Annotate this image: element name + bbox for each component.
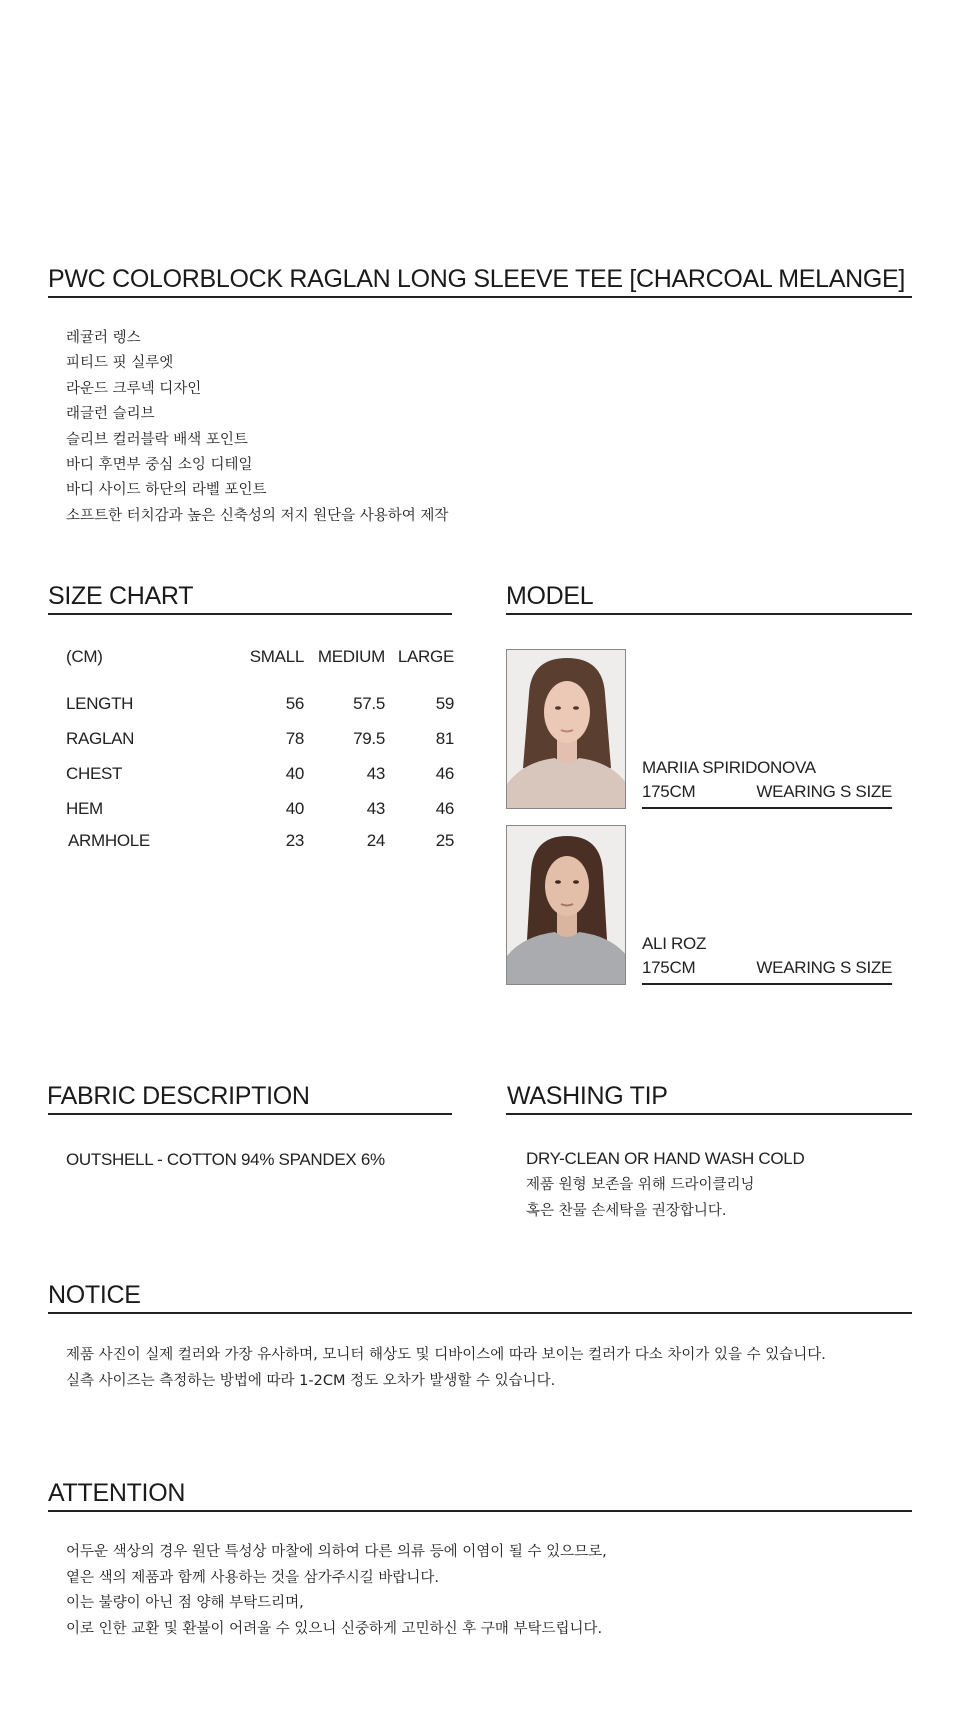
table-row [66, 791, 456, 826]
model-detail [642, 780, 892, 804]
notice-text [66, 1343, 826, 1394]
notice-heading: NOTICE [48, 1281, 141, 1309]
model-detail [642, 956, 892, 980]
cell-large: 46 [435, 799, 454, 818]
attention-line: 이로 인한 교환 및 환불이 어려울 수 있으니 신중하게 고민하신 후 구매 부탁드립니다. [66, 1620, 603, 1637]
model-portrait-1 [507, 650, 626, 809]
col-header-medium: MEDIUM [317, 647, 385, 666]
cell-large: 46 [435, 764, 454, 783]
model-height: 175CM [642, 958, 696, 977]
cell-small: 78 [285, 729, 304, 748]
washing-heading: WASHING TIP [507, 1082, 668, 1110]
feature-item: 라운드 크루넥 디자인 [66, 380, 202, 397]
feature-item: 바디 후면부 중심 소잉 디테일 [66, 456, 253, 473]
cell-medium: 24 [366, 831, 385, 850]
row-label: ARMHOLE [68, 831, 150, 850]
fabric-divider [48, 1113, 452, 1115]
model-info-divider [642, 983, 892, 985]
feature-item: 래글런 슬리브 [66, 406, 155, 423]
row-label: CHEST [66, 764, 123, 783]
cell-medium: 43 [366, 764, 385, 783]
cell-small: 23 [285, 831, 304, 850]
cell-small: 56 [285, 694, 304, 713]
attention-line: 어두운 색상의 경우 원단 특성상 마찰에 의하여 다른 의류 등에 이염이 될 수 있으므로, [66, 1544, 607, 1560]
model-name: ALI ROZ [642, 934, 707, 953]
fabric-composition: OUTSHELL - COTTON 94% SPANDEX 6% [66, 1150, 385, 1169]
cell-medium: 57.5 [353, 694, 385, 713]
cell-small: 40 [285, 764, 304, 783]
attention-divider [48, 1510, 912, 1512]
model-height: 175CM [642, 782, 696, 801]
washing-note-line: 혹은 찬물 손세탁을 권장합니다. [526, 1202, 727, 1219]
size-chart-divider [48, 613, 452, 615]
attention-line: 이는 불량이 아닌 점 양해 부탁드리며, [66, 1595, 304, 1611]
col-header-large: LARGE [397, 647, 454, 666]
size-chart-heading: SIZE CHART [48, 582, 194, 610]
cell-medium: 43 [366, 799, 385, 818]
row-label: RAGLAN [66, 729, 135, 748]
feature-item: 레귤러 렝스 [66, 330, 141, 346]
feature-item: 바디 사이드 하단의 라벨 포인트 [66, 482, 267, 499]
washing-instruction: DRY-CLEAN OR HAND WASH COLD [526, 1149, 805, 1168]
table-row [66, 756, 456, 791]
feature-item: 소프트한 터치감과 높은 신축성의 저지 원단을 사용하여 제작 [66, 507, 449, 524]
table-row [66, 826, 456, 856]
unit-label: (CM) [66, 647, 103, 666]
model-info [642, 932, 892, 980]
notice-divider [48, 1312, 912, 1314]
feature-list [66, 326, 448, 529]
model-info-divider [642, 807, 892, 809]
product-title: PWC COLORBLOCK RAGLAN LONG SLEEVE TEE [CHARCOAL MELANGE] [48, 265, 906, 293]
model-wearing-size: WEARING S SIZE [756, 782, 892, 801]
cell-small: 40 [285, 799, 304, 818]
model-name: MARIIA SPIRIDONOVA [642, 758, 816, 777]
col-header-small: SMALL [249, 647, 304, 666]
model-heading: MODEL [506, 582, 594, 610]
fabric-heading: FABRIC DESCRIPTION [47, 1082, 310, 1110]
table-row [66, 686, 456, 721]
model-info [642, 756, 892, 804]
size-table-header [66, 642, 456, 686]
row-label: HEM [66, 799, 103, 818]
model-photo-icon [506, 649, 626, 809]
notice-line: 실측 사이즈는 측정하는 방법에 따라 1-2CM 정도 오차가 발생할 수 있습니다. [66, 1372, 556, 1389]
title-divider [48, 296, 912, 298]
table-row [66, 721, 456, 756]
washing-note-line: 제품 원형 보존을 위해 드라이클리닝 [526, 1177, 755, 1193]
cell-large: 25 [435, 831, 454, 850]
attention-line: 옅은 색의 제품과 함께 사용하는 것을 삼가주시길 바랍니다. [66, 1569, 440, 1586]
model-divider [506, 613, 912, 615]
attention-heading: ATTENTION [48, 1479, 186, 1507]
feature-item: 슬리브 컬러블락 배색 포인트 [66, 431, 248, 448]
cell-large: 81 [435, 729, 454, 748]
row-label: LENGTH [66, 694, 134, 713]
feature-item: 피티드 핏 실루엣 [66, 355, 174, 372]
washing-divider [506, 1113, 912, 1115]
notice-line: 제품 사진이 실제 컬러와 가장 유사하며, 모니터 해상도 및 디바이스에 따라 보이는 컬러가 다소 차이가 있을 수 있습니다. [66, 1347, 826, 1363]
size-table [66, 642, 456, 856]
model-wearing-size: WEARING S SIZE [756, 958, 892, 977]
cell-medium: 79.5 [353, 729, 385, 748]
model-photo-icon [506, 825, 626, 985]
model-portrait-2 [507, 826, 626, 985]
washing-note [526, 1173, 755, 1224]
cell-large: 59 [435, 694, 454, 713]
attention-text [66, 1540, 607, 1642]
